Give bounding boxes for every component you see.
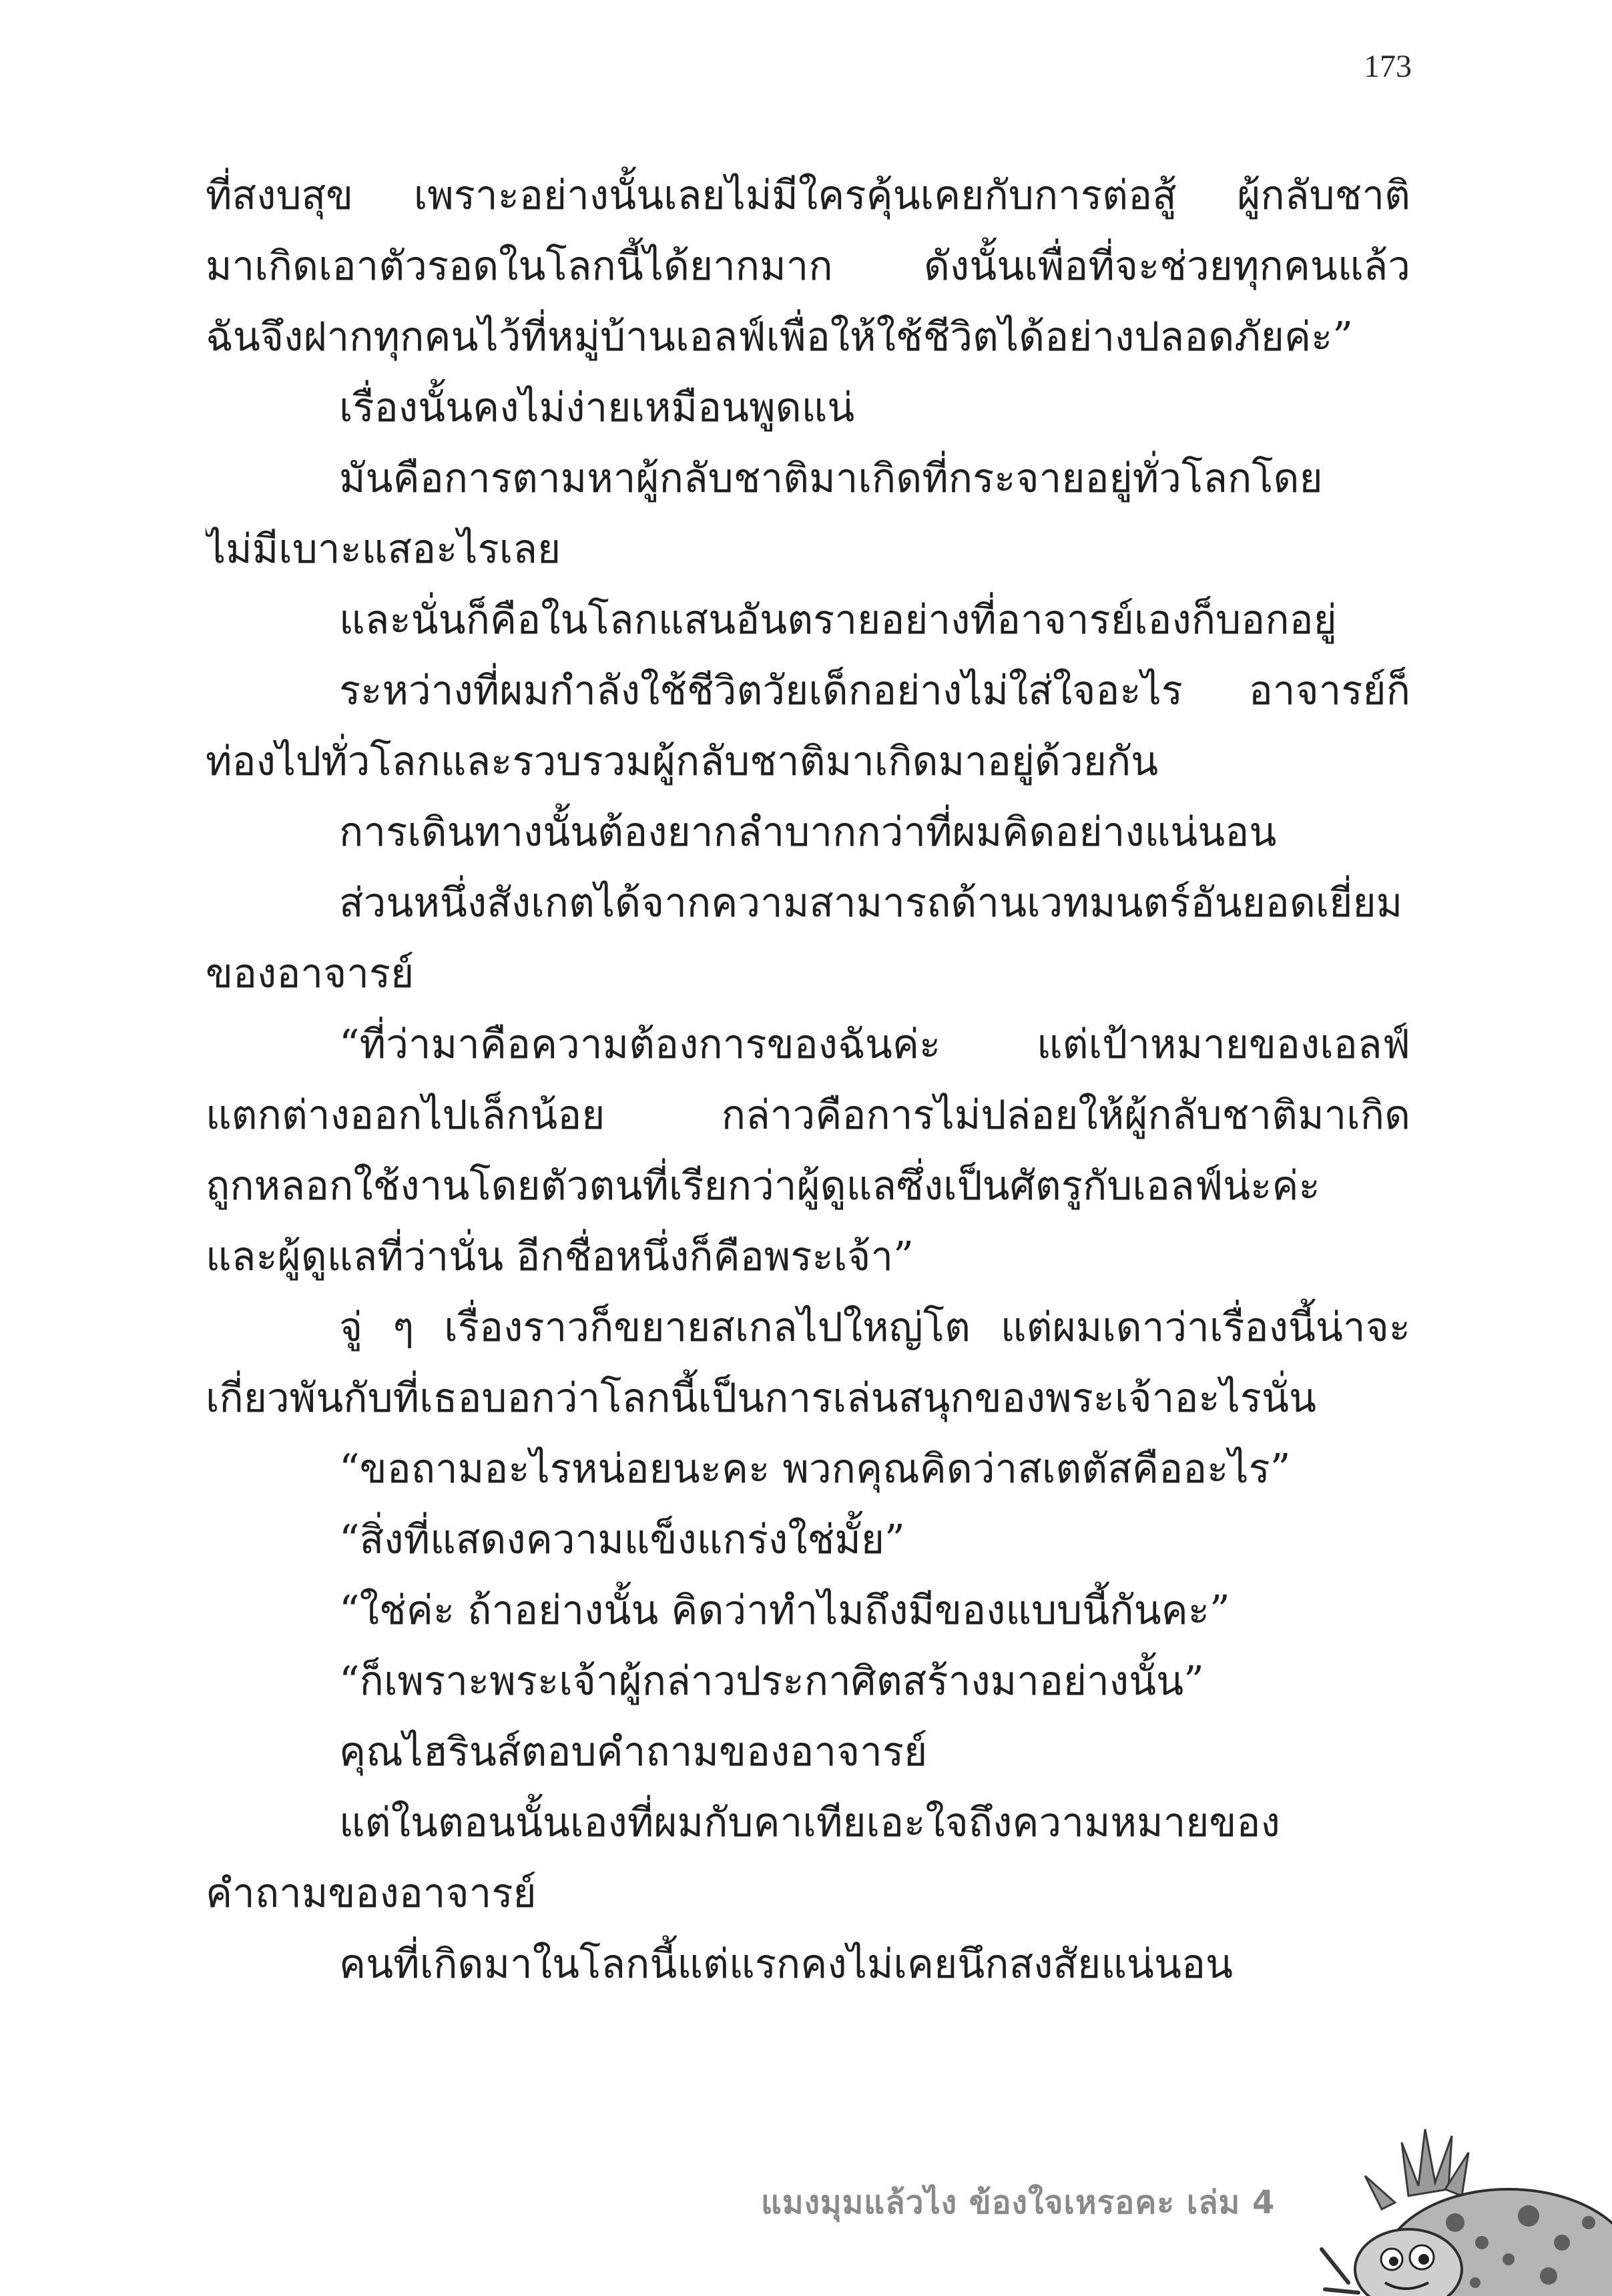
text-line: มันคือการตามหาผู้กลับชาติมาเกิดที่กระจายอยู่ทั่วโลกโดย: [339, 455, 1323, 502]
text-line: “ที่ว่ามาคือความต้องการของฉันค่ะ แต่เป้าหมายของเอลฟ์: [339, 1021, 1410, 1068]
text-line: ระหว่างที่ผมกำลังใช้ชีวิตวัยเด็กอย่างไม่ใส่ใจอะไร อาจารย์ก็: [339, 667, 1410, 714]
text-line: มาเกิดเอาตัวรอดในโลกนี้ได้ยากมาก ดังนั้นเพื่อที่จะช่วยทุกคนแล้ว: [206, 243, 1410, 290]
body-text: [206, 160, 1410, 2000]
text-line: คำถามของอาจารย์: [206, 1870, 537, 1917]
text-line: คนที่เกิดมาในโลกนี้แต่แรกคงไม่เคยนึกสงสัยแน่นอน: [339, 1941, 1234, 1988]
text-line: เรื่องนั้นคงไม่ง่ายเหมือนพูดแน่: [339, 384, 855, 431]
text-line: จู่ ๆ เรื่องราวก็ขยายสเกลไปใหญ่โต แต่ผมเดาว่าเรื่องนี้น่าจะ: [339, 1304, 1410, 1351]
spider-mascot-icon: [1308, 2116, 1612, 2296]
text-line: ของอาจารย์: [206, 950, 415, 997]
text-line: “ก็เพราะพระเจ้าผู้กล่าวประกาศิตสร้างมาอย่างนั้น”: [339, 1658, 1204, 1705]
text-line: ฉันจึงฝากทุกคนไว้ที่หมู่บ้านเอลฟ์เพื่อให้ใช้ชีวิตได้อย่างปลอดภัยค่ะ”: [206, 314, 1353, 360]
text-line: และผู้ดูแลที่ว่านั่น อีกชื่อหนึ่งก็คือพระเจ้า”: [206, 1233, 914, 1280]
text-line: “ใช่ค่ะ ถ้าอย่างนั้น คิดว่าทำไมถึงมีของแบบนี้กันคะ”: [339, 1587, 1230, 1634]
text-line: การเดินทางนั้นต้องยากลำบากกว่าที่ผมคิดอย่างแน่นอน: [339, 809, 1277, 856]
text-line: แตกต่างออกไปเล็กน้อย กล่าวคือการไม่ปล่อยให้ผู้กลับชาติมาเกิด: [206, 1092, 1410, 1139]
text-line: ท่องไปทั่วโลกและรวบรวมผู้กลับชาติมาเกิดมาอยู่ด้วยกัน: [206, 738, 1159, 785]
text-line: ไม่มีเบาะแสอะไรเลย: [206, 526, 561, 573]
text-line: “สิ่งที่แสดงความแข็งแกร่งใช่มั้ย”: [339, 1516, 905, 1563]
text-line: เกี่ยวพันกับที่เธอบอกว่าโลกนี้เป็นการเล่นสนุกของพระเจ้าอะไรนั่น: [206, 1375, 1317, 1422]
text-line: ส่วนหนึ่งสังเกตได้จากความสามารถด้านเวทมนตร์อันยอดเยี่ยม: [339, 880, 1403, 926]
footer-book-title: แมงมุมแล้วไง ข้องใจเหรอคะ เล่ม 4: [761, 2184, 1276, 2221]
text-line: แต่ในตอนนั้นเองที่ผมกับคาเทียเอะใจถึงความหมายของ: [339, 1799, 1280, 1846]
page-number: 173: [1364, 49, 1412, 84]
text-line: และนั่นก็คือในโลกแสนอันตรายอย่างที่อาจารย์เองก็บอกอยู่: [339, 597, 1337, 643]
text-line: ที่สงบสุข เพราะอย่างนั้นเลยไม่มีใครคุ้นเคยกับการต่อสู้ ผู้กลับชาติ: [206, 172, 1410, 219]
text-line: คุณไฮรินส์ตอบคำถามของอาจารย์: [339, 1729, 928, 1775]
text-line: ถูกหลอกใช้งานโดยตัวตนที่เรียกว่าผู้ดูแลซึ่งเป็นศัตรูกับเอลฟ์น่ะค่ะ: [206, 1163, 1320, 1209]
text-line: “ขอถามอะไรหน่อยนะคะ พวกคุณคิดว่าสเตตัสคืออะไร”: [339, 1446, 1291, 1492]
